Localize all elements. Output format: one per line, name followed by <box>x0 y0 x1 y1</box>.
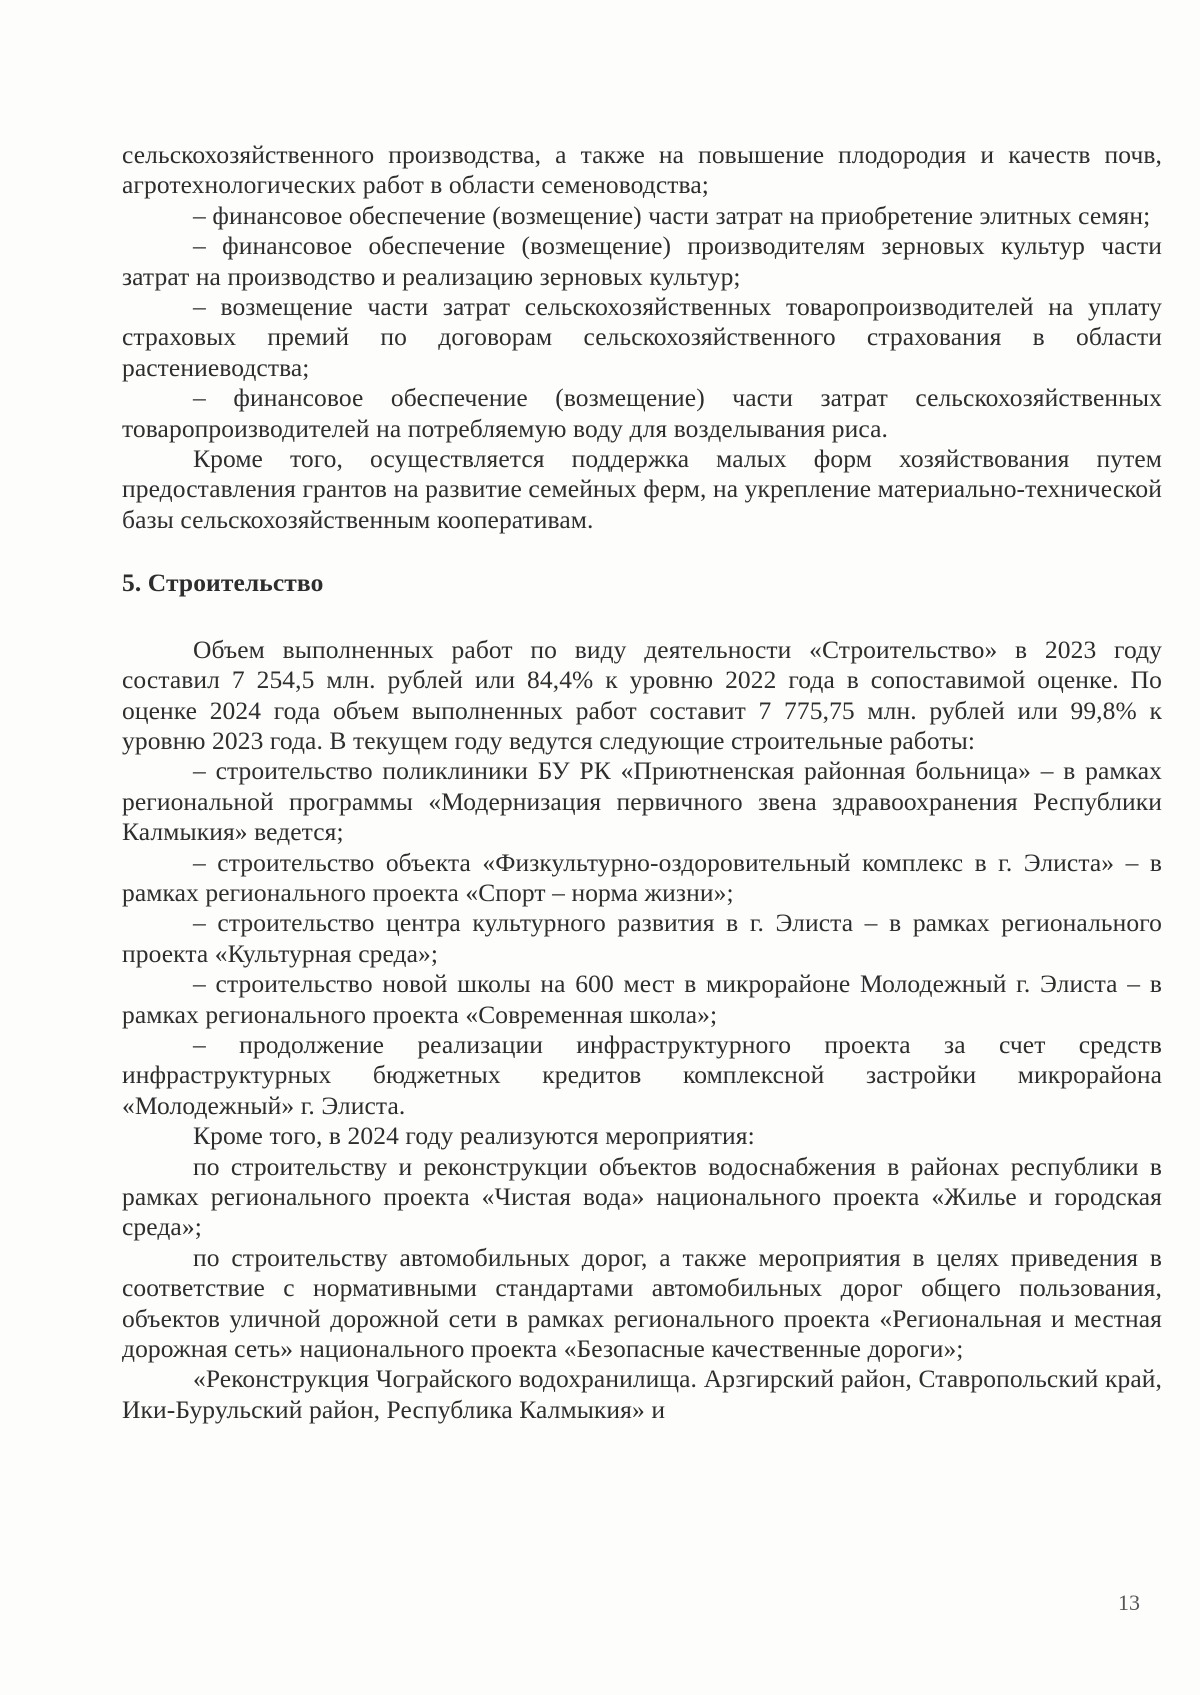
list-item: – продолжение реализации инфраструктурного проекта за счет средств инфраструктурных бюджетных кредитов комплексной застройки микрорайона «Молодежный» г. Элиста. <box>122 1029 1162 1120</box>
section-heading: 5. Строительство <box>122 568 324 598</box>
list-item: – финансовое обеспечение (возмещение) части затрат на приобретение элитных семян; <box>193 200 1151 230</box>
list-item: – финансовое обеспечение (возмещение) производителям зерновых культур части затрат на производство и реализацию зерновых культур; <box>122 231 1162 291</box>
paragraph: по строительству и реконструкции объектов водоснабжения в районах республики в рамках регионального проекта «Чистая вода» национального проекта «Жилье и городская среда»; <box>122 1151 1162 1242</box>
paragraph: сельскохозяйственного производства, а также на повышение плодородия и качеств почв, агротехнологических работ в области семеноводства; <box>122 140 1162 200</box>
list-item: – возмещение части затрат сельскохозяйственных товаропроизводителей на уплату страховых премий по договорам сельскохозяйственного страхования в области растениеводства; <box>122 292 1162 382</box>
list-item: – строительство новой школы на 600 мест в микрорайоне Молодежный г. Элиста – в рамках регионального проекта «Современная школа»; <box>122 969 1162 1029</box>
list-item: – строительство поликлиники БУ РК «Приютненская районная больница» – в рамках региональной программы «Модернизация первичного звена здравоохранения Республики Калмыкия» ведется; <box>122 756 1162 847</box>
list-item: – строительство объекта «Физкультурно-оздоровительный комплекс в г. Элиста» – в рамках регионального проекта «Спорт – норма жизни»; <box>122 847 1162 907</box>
list-item: – финансовое обеспечение (возмещение) части затрат сельскохозяйственных товаропроизводителей на потребляемую воду для возделывания риса. <box>122 383 1162 443</box>
paragraph: по строительству автомобильных дорог, а также мероприятия в целях приведения в соответствие с нормативными стандартами автомобильных дорог общего пользования, объектов уличной дорожной сети в рамках регионального проекта «Региональная и местная дорожная сеть» национального проекта «Безопасные качественные дороги»; <box>122 1242 1162 1364</box>
paragraph: Кроме того, в 2024 году реализуются мероприятия: <box>193 1121 755 1151</box>
list-item: – строительство центра культурного развития в г. Элиста – в рамках регионального проекта «Культурная среда»; <box>122 908 1162 968</box>
document-body <box>122 140 1162 1425</box>
paragraph: «Реконструкция Чограйского водохранилища. Арзгирский район, Ставропольский край, Ики-Бурульский район, Республика Калмыкия» и <box>122 1364 1162 1424</box>
paragraph: Кроме того, осуществляется поддержка малых форм хозяйствования путем предоставления грантов на развитие семейных ферм, на укрепление материально-технической базы сельскохозяйственным кооперативам. <box>122 444 1162 534</box>
paragraph: Объем выполненных работ по виду деятельности «Строительство» в 2023 году составил 7 254,5 млн. рублей или 84,4% к уровню 2022 года в сопоставимой оценке. По оценке 2024 года объем выполненных работ составит 7 775,75 млн. рублей или 99,8% к уровню 2023 года. В текущем году ведутся следующие строительные работы: <box>122 634 1162 755</box>
page-number: 13 <box>1118 1590 1140 1615</box>
